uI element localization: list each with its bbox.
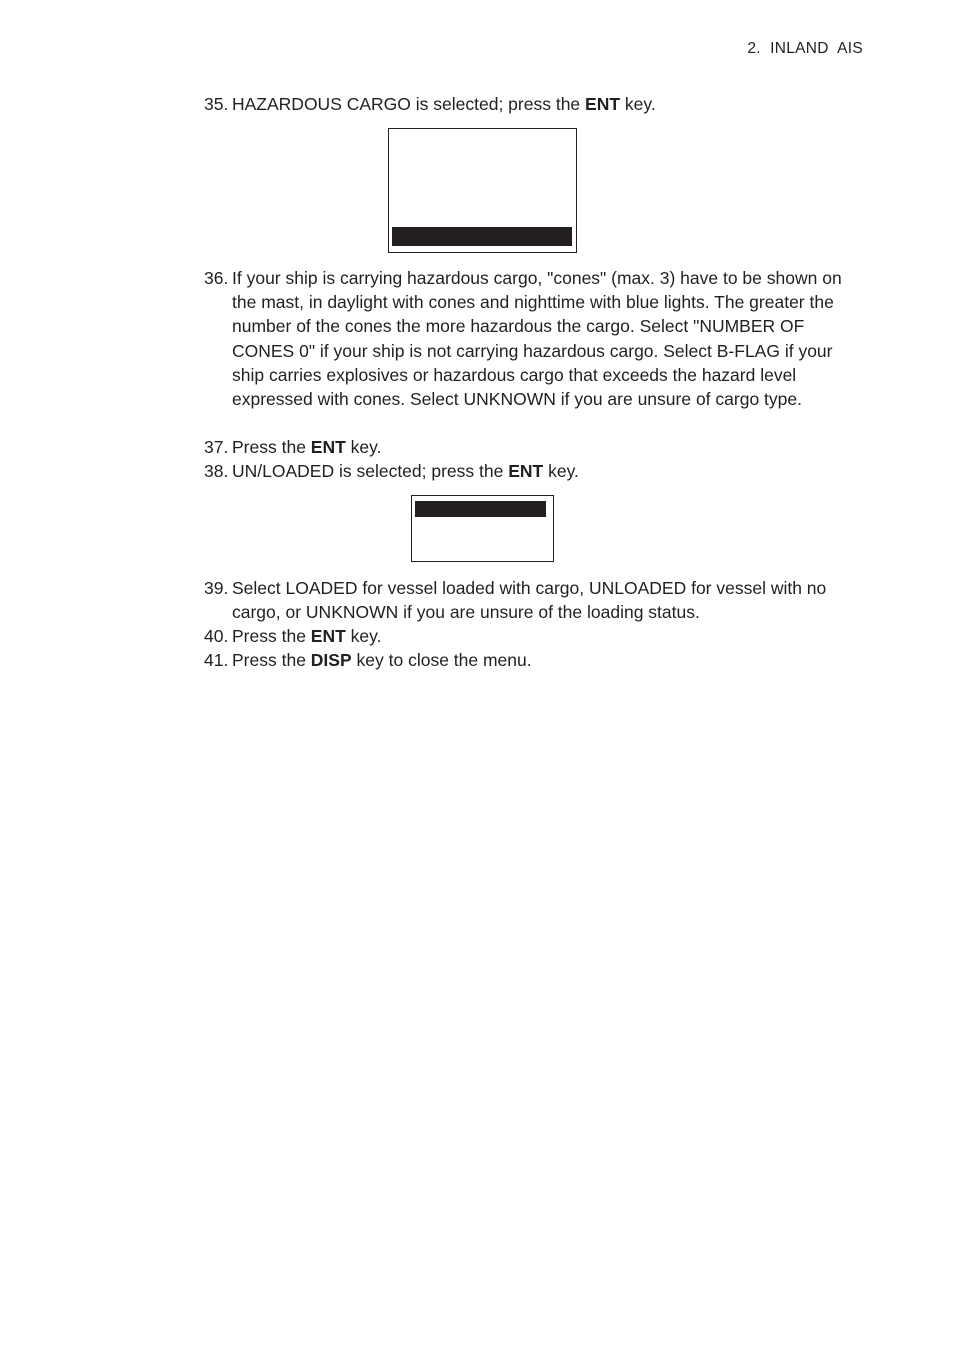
- ent-key-label: ENT: [310, 626, 346, 646]
- selected-option-highlight: [415, 501, 546, 517]
- step-text: Press the ENT key.: [232, 626, 382, 646]
- step-number: 40.: [204, 626, 229, 646]
- step-text: If your ship is carrying hazardous cargo, "cones" (max. 3) have to be shown on the mast, in daylight with cones and nighttime with blue lights. The greater the number of the cones the more hazardous the cargo. Select "NUMBER OF CONES 0" if your ship is not carrying hazardous cargo. Select B-FLAG if your ship carries explosives or hazardous cargo that exceeds the hazard level expressed with cones. Select UNKNOWN if you are unsure of cargo type.: [232, 268, 842, 410]
- step-number: 36.: [204, 268, 229, 288]
- step-36: [204, 266, 864, 411]
- step-number: 37.: [204, 437, 229, 457]
- step-text: Select LOADED for vessel loaded with cargo, UNLOADED for vessel with no cargo, or UNKNOWN if you are unsure of the loading status.: [232, 578, 827, 623]
- selected-option-highlight: [392, 227, 572, 246]
- hazardous-cargo-screen: [388, 128, 577, 253]
- step-number: 38.: [204, 461, 229, 481]
- ent-key-label: ENT: [310, 437, 346, 457]
- ent-key-label: ENT: [508, 461, 544, 481]
- step-number: 41.: [204, 650, 229, 670]
- disp-key-label: DISP: [310, 650, 352, 670]
- step-35: [204, 92, 864, 116]
- unloaded-screen: [411, 495, 554, 562]
- step-text: Press the ENT key.: [232, 437, 382, 457]
- running-header: 2. INLAND AIS: [747, 40, 863, 57]
- step-41: [204, 648, 864, 672]
- ent-key-label: ENT: [585, 94, 621, 114]
- step-39: [204, 576, 864, 624]
- step-number: 39.: [204, 578, 229, 598]
- step-38: [204, 459, 864, 483]
- step-text: UN/LOADED is selected; press the ENT key.: [232, 461, 579, 481]
- step-text: Press the DISP key to close the menu.: [232, 650, 532, 670]
- step-40: [204, 624, 864, 648]
- step-number: 35.: [204, 94, 229, 114]
- step-37: [204, 435, 864, 459]
- step-text: HAZARDOUS CARGO is selected; press the ENT key.: [232, 94, 656, 114]
